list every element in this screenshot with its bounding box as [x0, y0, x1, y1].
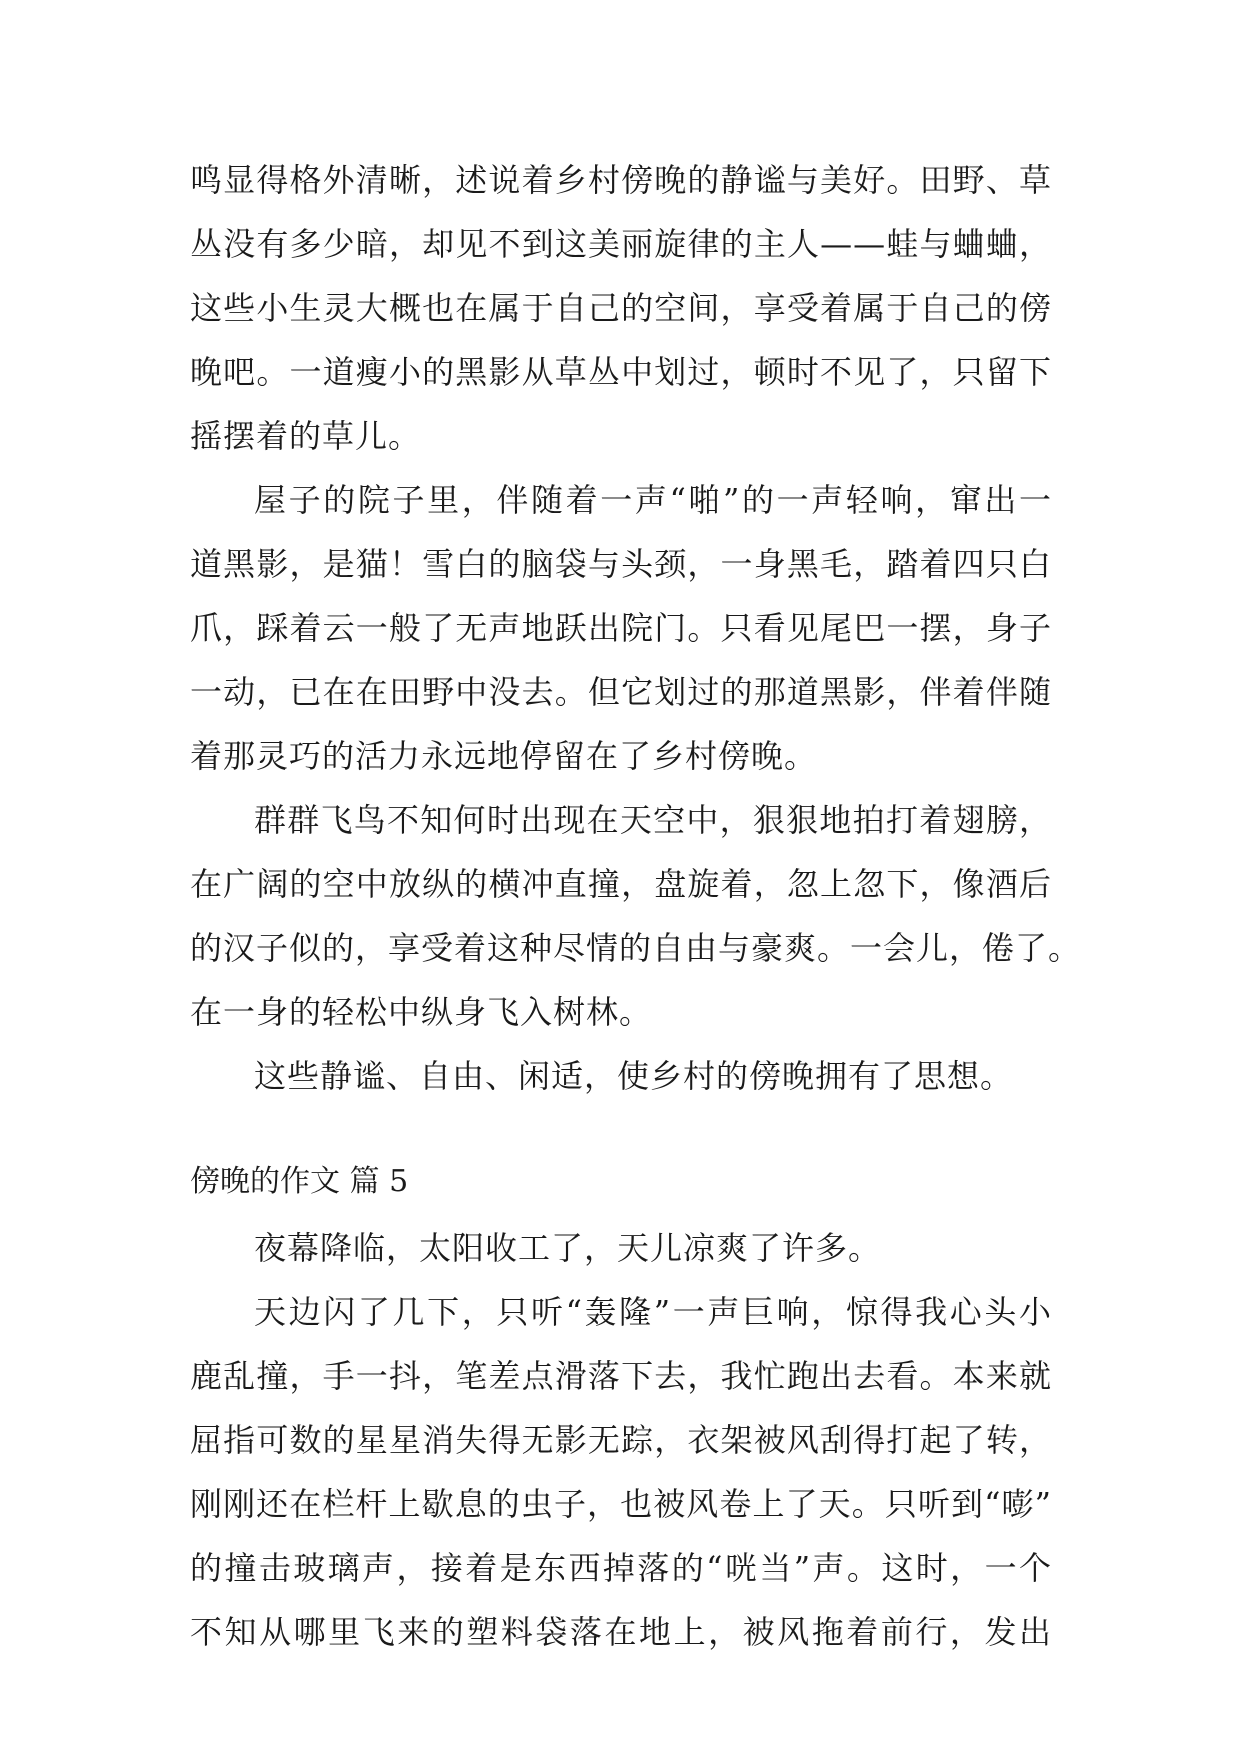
text-line: 道黑影，是猫！雪白的脑袋与头颈，一身黑毛，踏着四只白: [190, 545, 1052, 583]
text-line: 晚吧。一道瘦小的黑影从草丛中划过，顿时不见了，只留下: [190, 353, 1052, 391]
text-line: 丛没有多少暗，却见不到这美丽旋律的主人——蛙与蛐蛐，: [190, 225, 1052, 263]
text-line: 在广阔的空中放纵的横冲直撞，盘旋着，忽上忽下，像酒后: [190, 865, 1052, 903]
text-line: 的汉子似的，享受着这种尽情的自由与豪爽。一会儿，倦了。: [190, 929, 1082, 967]
text-line: 不知从哪里飞来的塑料袋落在地上，被风拖着前行，发出: [190, 1613, 1052, 1651]
section-title: 傍晚的作文 篇 5: [190, 1164, 409, 1199]
text-line: 天边闪了几下，只听“轰隆”一声巨响，惊得我心头小: [254, 1293, 1052, 1331]
text-line: 刚刚还在栏杆上歇息的虫子，也被风卷上了天。只听到“嘭”: [190, 1485, 1052, 1523]
text-line: 在一身的轻松中纵身飞入树林。: [190, 993, 653, 1031]
text-line: 屋子的院子里，伴随着一声“啪”的一声轻响，窜出一: [254, 481, 1052, 519]
text-line: 着那灵巧的活力永远地停留在了乡村傍晚。: [190, 737, 818, 775]
text-line: 鸣显得格外清晰，述说着乡村傍晚的静谧与美好。田野、草: [190, 161, 1052, 199]
text-line: 这些静谧、自由、闲适，使乡村的傍晚拥有了思想。: [254, 1057, 1014, 1095]
text-line: 这些小生灵大概也在属于自己的空间，享受着属于自己的傍: [190, 289, 1052, 327]
text-line: 屈指可数的星星消失得无影无踪，衣架被风刮得打起了转，: [190, 1421, 1052, 1459]
text-line: 摇摆着的草儿。: [190, 417, 422, 455]
text-line: 一动，已在在田野中没去。但它划过的那道黑影，伴着伴随: [190, 673, 1052, 711]
text-line: 爪，踩着云一般了无声地跃出院门。只看见尾巴一摆，身子: [190, 609, 1052, 647]
text-line: 鹿乱撞，手一抖，笔差点滑落下去，我忙跑出去看。本来就: [190, 1357, 1052, 1395]
text-line: 夜幕降临，太阳收工了，天儿凉爽了许多。: [254, 1229, 882, 1267]
text-line: 群群飞鸟不知何时出现在天空中，狠狠地拍打着翅膀，: [254, 801, 1052, 839]
text-line: 的撞击玻璃声，接着是东西掉落的“咣当”声。这时，一个: [190, 1549, 1052, 1587]
